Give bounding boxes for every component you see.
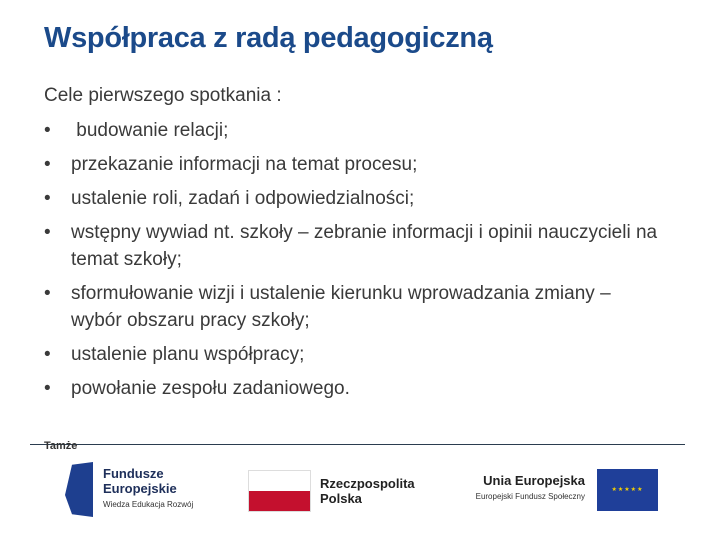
rzeczpospolita-polska-logo xyxy=(248,470,448,512)
list-item xyxy=(44,280,664,334)
rp-title: Rzeczpospolita Polska xyxy=(320,476,415,506)
footer-divider xyxy=(30,444,685,445)
list-item-text: wstępny wywiad nt. szkoły – zebranie informacji i opinii nauczycieli na temat szkoły; xyxy=(71,222,658,270)
list-item xyxy=(44,151,664,178)
list-item xyxy=(44,375,664,402)
bullet-icon: • xyxy=(44,154,51,175)
list-item-text: budowanie relacji; xyxy=(71,120,229,141)
intro-text: Cele pierwszego spotkania : xyxy=(44,85,282,106)
source-note: Tamże xyxy=(44,440,78,452)
slide-title: Współpraca z radą pedagogiczną xyxy=(44,22,493,54)
unia-europejska-logo xyxy=(455,469,660,511)
bullet-icon: • xyxy=(44,378,51,399)
list-item-text: ustalenie roli, zadań i odpowiedzialności; xyxy=(71,188,415,209)
list-item-text: powołanie zespołu zadaniowego. xyxy=(71,378,350,399)
list-item-text: sformułowanie wizji i ustalenie kierunku wprowadzania zmiany – wybór obszaru pracy szkoły; xyxy=(71,283,611,331)
fe-star-icon xyxy=(65,462,93,517)
fe-subtitle: Wiedza Edukacja Rozwój xyxy=(103,500,194,509)
bullet-icon: • xyxy=(44,222,51,243)
list-item xyxy=(44,219,664,273)
list-item xyxy=(44,185,664,212)
ue-subtitle: Europejski Fundusz Społeczny xyxy=(475,492,585,501)
list-item xyxy=(44,341,664,368)
list-item xyxy=(44,117,664,144)
list-item-text: przekazanie informacji na temat procesu; xyxy=(71,154,418,175)
goals-list xyxy=(44,117,664,409)
bullet-icon: • xyxy=(44,344,51,365)
bullet-icon: • xyxy=(44,188,51,209)
bullet-icon: • xyxy=(44,120,51,141)
ue-title: Unia Europejska xyxy=(483,473,585,488)
eu-flag-icon: ★★★★★ xyxy=(597,469,658,511)
fundusze-europejskie-logo xyxy=(65,462,215,517)
polish-flag-icon xyxy=(248,470,311,512)
bullet-icon: • xyxy=(44,283,51,304)
list-item-text: ustalenie planu współpracy; xyxy=(71,344,305,365)
fe-title: Fundusze Europejskie xyxy=(103,466,177,496)
